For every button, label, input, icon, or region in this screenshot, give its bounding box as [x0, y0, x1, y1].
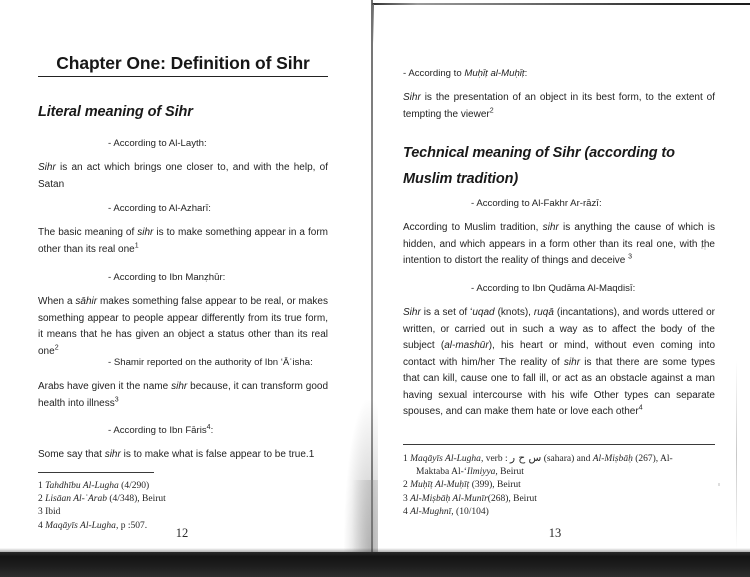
page-corner-edge	[373, 4, 374, 44]
left-page	[0, 0, 371, 556]
attribution-al-layth: - According to Al-Layth:	[108, 138, 207, 149]
footnote-item: 2 Lisāan Al-ʿArab (4/348), Beirut	[38, 494, 166, 505]
footnote-item: 3 Al-Miṣbāḥ Al-Munīr(268), Beirut	[403, 493, 537, 504]
section-heading-literal-meaning: Literal meaning of Sihr	[38, 104, 193, 120]
section-heading-technical-meaning: Technical meaning of Sihr (according to Muslim tradition)	[403, 145, 675, 187]
gutter-shadow-inner	[352, 480, 378, 556]
paragraph-ibn-faris: Some say that sihr is to make what is false appear to be true.1	[38, 449, 315, 460]
paragraph-muhit-al-muhit: Sihr is the presentation of an object in its best form, to the extent of tempting the viewer$^2$	[403, 92, 715, 120]
page-number: 13	[548, 526, 562, 540]
paragraph-shamir-ibn-aisha: Arabs have given it the name sihr because, it can transform good health into illness$^3$	[38, 381, 329, 409]
right-page	[373, 0, 750, 556]
footnote-divider	[38, 472, 154, 473]
attribution-shamir-ibn-aisha: - Shamir reported on the authority of Ibn ʻĀʾisha:	[108, 357, 313, 368]
attribution-muhit-al-muhit: - According to Muḥīṭ al-Muḥīṭ:	[403, 68, 528, 79]
footnote-item: 3 Ibid	[38, 507, 61, 518]
paragraph-ibn-qudama-al-maqdisi: Sihr is a set of ʻuqad (knots), ruqā (incantations), and words uttered or written, or carried out in such a way as to affect the body of the subject (al-mashūr), his heart or mind, without even coming into contact with him/her The reality of sihr is that there are some types that can kill, cause one to fall ill, or act as an obstacle against a man having sexual intercourse with his wife Other types can separate spouses, and can make them hate or love each other$^4$	[403, 307, 716, 417]
footnote-item-continuation: Maktaba Al-ʻIlmiyya, Beirut	[416, 467, 524, 478]
paragraph-al-azhari: The basic meaning of sihr is to make something appear in a form other than its real one$^1$	[38, 227, 328, 255]
scan-speckle	[718, 483, 720, 486]
left-page-body	[0, 0, 371, 556]
attribution-ibn-manzhur: - According to Ibn Manẓhūr:	[108, 272, 226, 283]
attribution-al-azhari: - According to Al-Azharī:	[108, 203, 211, 214]
right-page-body	[373, 0, 750, 556]
attribution-ibn-qudama-al-maqdisi: - According to Ibn Qudāma Al-Maqdisī:	[471, 283, 636, 294]
page-number: 12	[175, 526, 189, 540]
scan-speckle	[704, 247, 706, 250]
footnote-item: 4 Maqāyīs Al-Lugha, p :507.	[38, 520, 148, 531]
footnote-item: 2 Muḥīṭ Al-Muḥīṭ (399), Beirut	[403, 480, 521, 491]
desk-surface	[0, 552, 750, 577]
footnote-divider	[403, 444, 715, 445]
paragraph-al-fakhr-ar-razi: According to Muslim tradition, sihr is anything the cause of which is hidden, and which appears in a form other than its real one, with the intention to distort the reality of things and deceive $^3$	[403, 222, 715, 266]
footnote-item: 1 Tahdhību Al-Lugha (4/290)	[38, 481, 150, 491]
scan-speckle	[701, 246, 703, 249]
page-title: Chapter One: Definition of Sihr	[38, 53, 328, 77]
footnote-list	[403, 452, 723, 519]
page-right-edge-shadow	[736, 360, 737, 550]
page-top-edge	[372, 3, 750, 5]
footnote-list	[38, 480, 338, 533]
footnote-item: 4 Al-Mughnī, (10/104)	[403, 506, 489, 517]
paragraph-al-layth: Sihr is an act which brings one closer to, and with the help, of Satan	[38, 162, 328, 190]
footnote-item: 1 Maqāyīs Al-Lugha, verb : س ح ر (sahara) and Al-Miṣbāḥ (267), Al-	[403, 452, 673, 464]
attribution-ibn-faris: - According to Ibn Fāris$^4$:	[108, 423, 214, 436]
attribution-al-fakhr-ar-razi: - According to Al-Fakhr Ar-rāzī:	[471, 198, 602, 209]
paragraph-ibn-manzhur: When a sāhir makes something false appear to be real, or makes something appear to people appear differently from its true form, it means that he has given an object a status other than its real one$^2$	[38, 296, 328, 357]
